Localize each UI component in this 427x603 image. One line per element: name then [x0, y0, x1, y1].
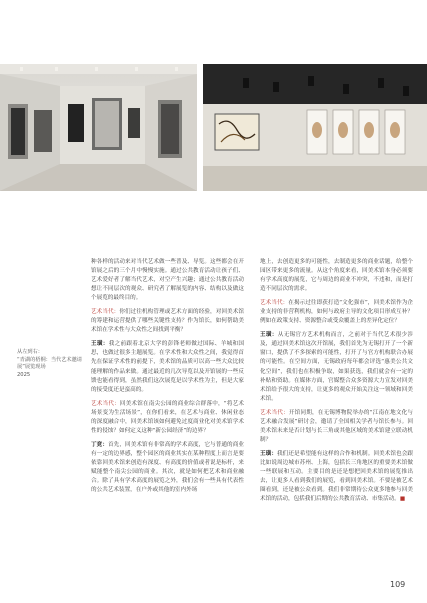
photo-caption	[17, 349, 87, 379]
answer-paragraph	[260, 450, 413, 504]
interviewer-label: 艺术当代：	[260, 409, 289, 416]
article-column-left	[91, 258, 244, 500]
exhibition-photo-right	[203, 64, 427, 191]
question-paragraph	[91, 400, 244, 436]
paragraph-text: 开馆同期，在无锡博物院举办的“江南在地文化与艺术融合发展”研讨会，邀请了全国相关学者与馆长参与。回美术馆未来是否计划与长三角或其他区域的美术馆建立联动机制？	[260, 409, 413, 443]
question-paragraph	[260, 299, 413, 326]
interviewer-label: 艺术当代：	[91, 309, 120, 316]
paragraph	[260, 258, 413, 294]
interviewer-label: 艺术当代：	[91, 400, 120, 407]
caption-line: “青湖的梧桐：当代艺术邀请	[17, 356, 82, 363]
speaker-label: 丁竞：	[91, 441, 109, 448]
caption-line: 从左到右：	[17, 349, 43, 355]
exhibition-photo-left	[0, 64, 197, 191]
paragraph-text: 种各样的活动来对当代艺术做一些普及、导览。这些都会在开馆展之后的三个月中慢慢实施。通过公共教育活动让孩子们、艺术爱好者了解当代艺术，对空产生兴趣；通过公共教育活动想让不同层次的观众、研究者了解展览的内容、结构以及做这个展览的最终目的。	[91, 259, 244, 302]
paragraph-text: 我之前跟着北京大学的彭锋老师做过国际、羊城和国思，也做过很多主题展览。在学术性和大众性之间，我觉得首先在保证学术性的前提下，美术馆的品质可以高一些大众比较能理解的作品来做。通过最近的几次导览以及开馆展的一些反馈也能看得到，虽然我们这次展览是以学术性为主，但是大家的接受度还是蛮高的。	[91, 341, 244, 393]
interviewer-label: 艺术当代：	[260, 300, 289, 307]
speaker-label: 王璜：	[91, 341, 109, 348]
paragraph-text: 在揭示过往即获打造“文化强市”，回美术馆作为企业支持的非营利机构，如何与政府主导的文化项目形成互补？例如在政策支持、资源整合或受众覆盖上的差异化定位？	[260, 300, 413, 325]
answer-paragraph	[260, 331, 413, 403]
paragraph-text: 回美术馆在南尖公园的商业综合群落中，“将艺术场景变为生活场景”，在你们看来，在艺术与商业、休闲业态的深度融合中，回美术馆该如何避免过度商业化对美术馆学术性的侵蚀？如何定义这种“新公园经济”的边界？	[91, 400, 244, 434]
speaker-label: 王璜：	[260, 450, 278, 457]
article-column-right	[260, 258, 413, 509]
page-number: 109	[390, 580, 406, 589]
end-mark: ■	[399, 496, 406, 503]
paragraph-text: 你们过往机构管理或艺术方面的经验，对回美术馆的筹建和运营提供了哪些关键性支持？作为馆长，如何帮助美术馆在学术性与大众性之间找到平衡？	[91, 309, 244, 334]
gallery-scene-left	[0, 64, 197, 191]
caption-line: 展”展览现场	[17, 364, 46, 371]
paragraph	[91, 258, 244, 303]
answer-paragraph	[91, 340, 244, 394]
paragraph-text: 从无锡官方艺术机构而言，之前对于当代艺术很少涉及，通过回美术馆这次开馆展，我们首先为无锡打开了一个新窗口，提供了不多探索的可能性，打开了与官方机构联合办展的可能性。在空间方面，无锡政府每年都会评选“惠美公共文化空间”，我们也在积极争取，如果获选，我们就会有一定的补贴和资助。在媒体方面，官媒整合众多资源大力宣发对回美术馆给予很大的支持，让更多的观众开始关注这一领域和回美术馆。	[260, 332, 413, 402]
gallery-scene-right	[203, 64, 427, 191]
paragraph-text: 我们还是希望能有这样的合作和机制。回美术馆也会跟比如说周边城市苏州、上海，包括长三角地区的重要美术馆做一些联展和互动。主要目的是还是想把回美术馆的展览推出去，让更多人看到我们的展览，看到回美术馆。不要是被艺术圈看到，还是被公众看到。我们非常期待公众更多地参与回美术馆的活动，包括我们后期的公共教育活动、市集活动。	[260, 450, 413, 503]
speaker-label: 王璜：	[260, 332, 278, 339]
question-paragraph	[260, 409, 413, 445]
paragraph-text: 首先，回美术馆有非常高的学术高度，它与普通的商业有一定的边界感，整个园区的商业其实在某种程度上而言是要依靠回美术馆来创造有深度、有高度的价值或者说是标杆，来赋能整个南尖公园的商业。其次，就是如何把艺术和商业融合。除了具有学术高度的展览之外，我们会有一些具有代表性的公共艺术装置，在户外或其他的室内外场	[91, 441, 244, 494]
caption-line: 2025	[17, 371, 31, 378]
paragraph-text: 地上，去创造更多的可能性，去制造更多的商业话题，给整个园区带来更多的流量。从这个角度来看，回美术馆本身必须要有学术高度的展览，它与周边的商业不冲突，不违和，而是打造不同层次的需求。	[260, 259, 413, 293]
answer-paragraph	[91, 441, 244, 495]
question-paragraph	[91, 308, 244, 335]
